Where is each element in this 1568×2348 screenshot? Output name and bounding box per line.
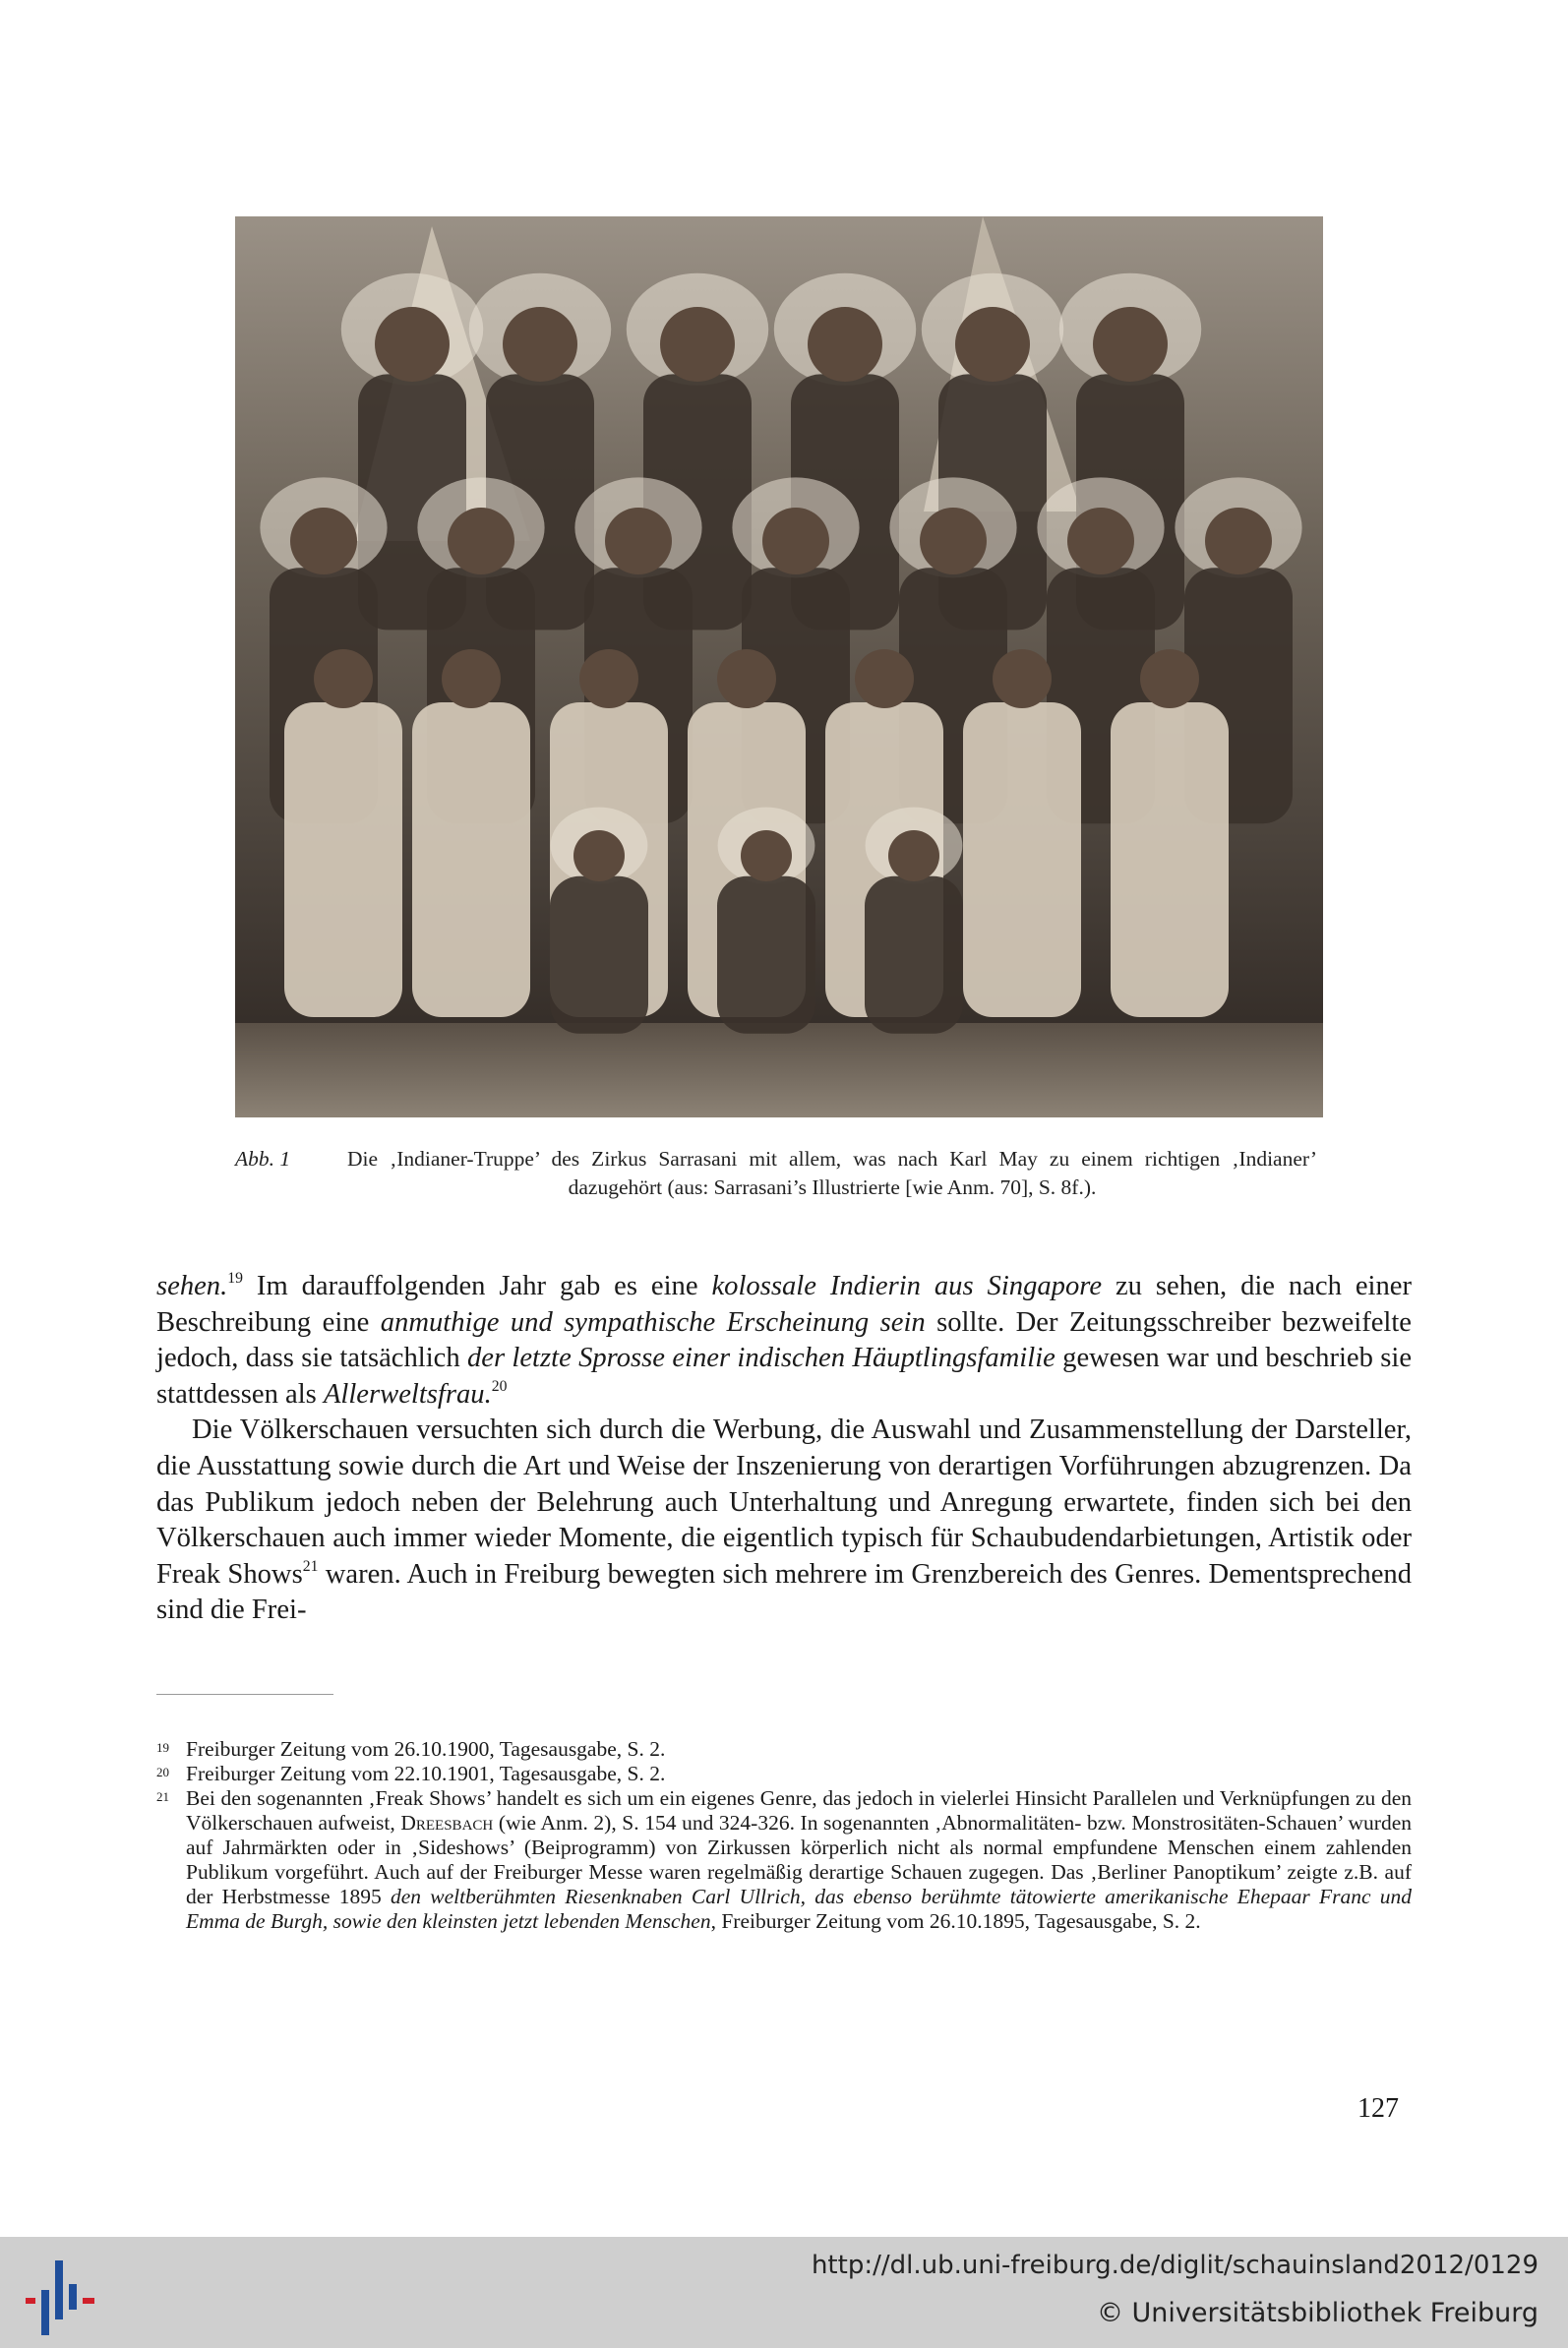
- text-run: Allerweltsfrau.: [323, 1378, 492, 1410]
- footnote-number: 21: [156, 1789, 169, 1804]
- text-run: anmuthige und sympathische Erscheinung sein: [380, 1306, 926, 1338]
- library-logo-icon[interactable]: [20, 2255, 102, 2335]
- face-shape: [290, 508, 357, 574]
- face-shape: [855, 649, 914, 708]
- text-run: sollte. Der Zeitungsschreiber bezweifelte jedoch, dass sie tatsächlich: [156, 1306, 1412, 1374]
- paragraph-1: [156, 1269, 1412, 1413]
- face-shape: [1205, 508, 1272, 574]
- figure-body-shape: [412, 702, 530, 1017]
- figure-caption-text: Die ‚Indianer-Truppe’ des Zirkus Sarrasani mit allem, was nach Karl May zu einem richtigen ‚Indianer’ dazugehört (aus: Sarrasani’s Illustrierte [wie Anm. 70], S. 8f.).: [347, 1147, 1317, 1199]
- face-shape: [605, 508, 672, 574]
- figure-caption: [235, 1145, 1317, 1202]
- group-photo-illustration: [235, 216, 1323, 1117]
- footnote-reference: 21: [302, 1557, 319, 1575]
- face-shape: [1067, 508, 1134, 574]
- figure-body-shape: [865, 876, 963, 1034]
- text-run: Dreesbach: [400, 1811, 494, 1835]
- face-shape: [503, 307, 577, 382]
- text-run: zu sehen, die nach einer Beschreibung eine: [156, 1271, 1412, 1338]
- figure-body-shape: [963, 702, 1081, 1017]
- face-shape: [1140, 649, 1199, 708]
- text-run: , Freiburger Zeitung vom 26.10.1895, Tagesausgabe, S. 2.: [710, 1909, 1201, 1933]
- document-url-link[interactable]: http://dl.ub.uni-freiburg.de/diglit/schauinsland2012/0129: [811, 2251, 1538, 2280]
- text-run: Freiburger Zeitung vom 22.10.1901, Tagesausgabe, S. 2.: [186, 1762, 666, 1785]
- footnote-number: 20: [156, 1765, 169, 1779]
- face-shape: [375, 307, 450, 382]
- copyright-notice: © Universitätsbibliothek Freiburg: [1096, 2298, 1538, 2328]
- text-run: der letzte Sprosse einer indischen Häuptlingsfamilie: [466, 1343, 1055, 1374]
- footer-bar: [0, 2237, 1568, 2348]
- footnote-reference: 19: [227, 1270, 243, 1288]
- footnote-number: 19: [156, 1740, 169, 1755]
- footnote-text: [186, 1737, 665, 1761]
- main-text: [156, 1269, 1412, 1629]
- paragraph-2: [156, 1413, 1412, 1629]
- face-shape: [573, 830, 625, 881]
- text-run: Freiburger Zeitung vom 26.10.1900, Tagesausgabe, S. 2.: [186, 1737, 666, 1761]
- figure-label: Abb. 1: [235, 1147, 291, 1171]
- footnote-text: [186, 1786, 1412, 1933]
- figure-body-shape: [1111, 702, 1229, 1017]
- footnote: [156, 1762, 1412, 1786]
- footnote: [156, 1737, 1412, 1762]
- face-shape: [955, 307, 1030, 382]
- footnote-reference: 20: [491, 1377, 508, 1395]
- face-shape: [314, 649, 373, 708]
- text-run: Die Völkerschauen versuchten sich durch die Werbung, die Auswahl und Zusammenstellung der Darsteller, die Ausstattung sowie durch die Art und Weise der Inszenierung von derartigen Vorführungen abzugrenzen. Da das Publikum jedoch neben der Belehrung auch Unterhaltung und Anregung erwartete, finden sich bei den Völkerschauen auch immer wieder Momente, die eigentlich typisch für Schaubudendarbietungen, Artistik oder Freak Shows: [156, 1415, 1412, 1590]
- text-run: kolossale Indierin aus Singapore: [711, 1271, 1103, 1301]
- face-shape: [920, 508, 987, 574]
- face-shape: [1093, 307, 1168, 382]
- face-shape: [448, 508, 514, 574]
- face-shape: [993, 649, 1052, 708]
- footnotes: [156, 1737, 1412, 1934]
- footnote-separator: [156, 1694, 333, 1695]
- text-run: waren. Auch in Freiburg bewegten sich mehrere im Grenzbereich des Genres. Dementsprechend sind die Frei-: [156, 1558, 1412, 1626]
- face-shape: [808, 307, 882, 382]
- text-run: sehen.: [156, 1271, 228, 1301]
- text-run: Im darauffolgenden Jahr gab es eine: [242, 1271, 712, 1301]
- figure-body-shape: [550, 876, 648, 1034]
- face-shape: [717, 649, 776, 708]
- historical-photograph: [235, 216, 1323, 1117]
- text-run: gewesen war und beschrieb sie stattdessen als: [156, 1343, 1413, 1410]
- figure-body-shape: [284, 702, 402, 1017]
- face-shape: [762, 508, 829, 574]
- page-number: 127: [1357, 2093, 1399, 2124]
- face-shape: [660, 307, 735, 382]
- face-shape: [579, 649, 638, 708]
- text-run: Bei den sogenannten ‚Freak Shows’ handelt es sich um ein eigenes Genre, das jedoch in vielerlei Hinsicht Parallelen und Verknüpfungen zu den Völkerschauen aufweist,: [186, 1786, 1412, 1835]
- text-run: (wie Anm. 2), S. 154 und 324-326. In sogenannten ‚Abnormalitäten- bzw. Monstrositäten-Schauen’ wurden auf Jahrmärkten oder in ‚Sideshows’ (Beiprogramm) von Zirkussen körperlich nicht als normal empfundene Menschen einem zahlenden Publikum vorgeführt. Auch auf der Freiburger Messe waren regelmäßig derartige Schauen zugegen. Das ‚Berliner Panoptikum’ zeigte z.B. auf der Herbstmesse 1895: [186, 1811, 1412, 1908]
- figure-body-shape: [717, 876, 815, 1034]
- footnote-text: [186, 1762, 665, 1785]
- face-shape: [442, 649, 501, 708]
- face-shape: [888, 830, 939, 881]
- text-run: den weltberühmten Riesenknaben Carl Ullrich, das ebenso berühmte tätowierte amerikanische Ehepaar Franc und Emma de Burgh, sowie den kleinsten jetzt lebenden Menschen: [186, 1885, 1412, 1933]
- face-shape: [741, 830, 792, 881]
- footnote: [156, 1786, 1412, 1934]
